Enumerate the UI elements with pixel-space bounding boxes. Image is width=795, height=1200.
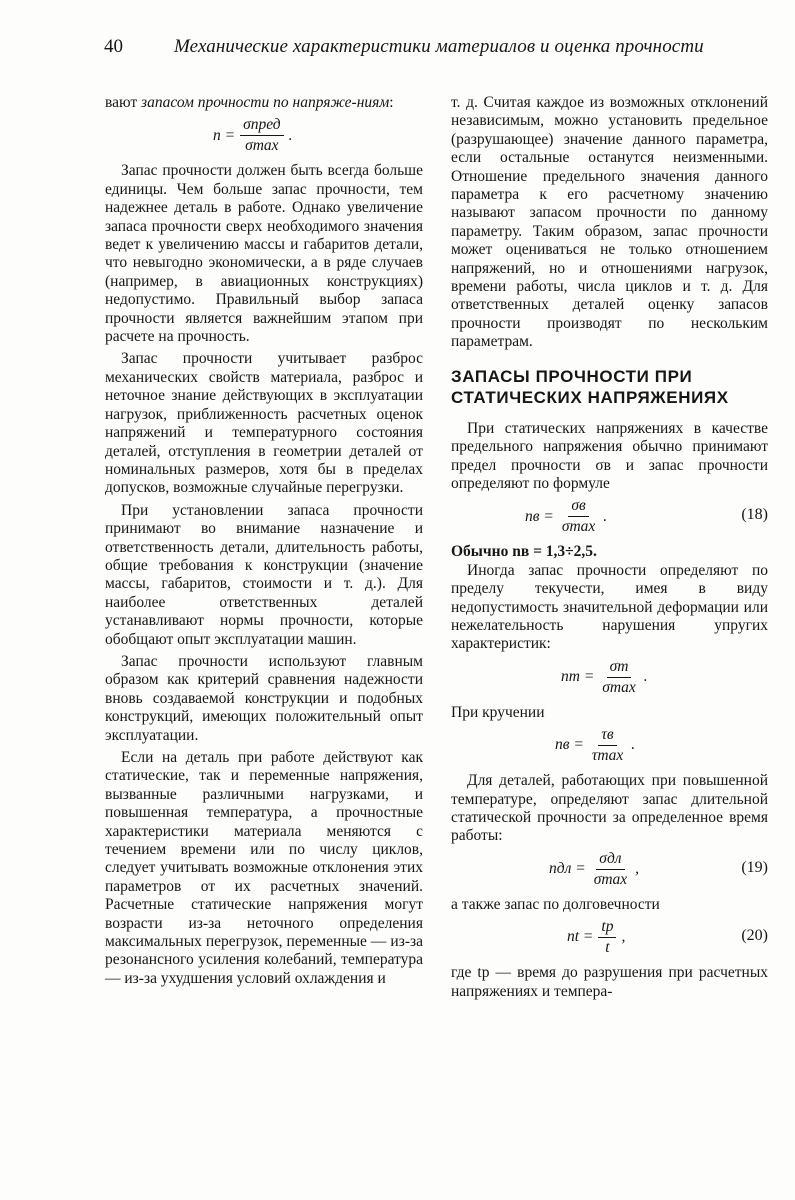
paragraph: Иногда запас прочности определяют по пределу текучести, имея в виду недопустимость значительной деформации или нежелательность нарушения упругих характеристик: <box>451 561 768 653</box>
left-column <box>105 94 423 988</box>
formula-safety-factor: n = $\frac{\text{σпред}}{\sigma\max}$ . <box>213 116 293 155</box>
paragraph: При установлении запаса прочности принимают во внимание назначение и ответственность детали, длительность работы, общие требования к конструкции (значение массы, габаритов, стоимости и т. д.). Для наиболее ответственных деталей устанавливают нормы прочности, которые обобщают опыт эксплуатации машин. <box>105 501 423 648</box>
equation-number: (18) <box>741 506 768 524</box>
page-header <box>104 36 716 66</box>
running-title: Механические характеристики материалов и оценка прочности <box>174 36 704 57</box>
section-heading: ЗАПАСЫ ПРОЧНОСТИ ПРИ СТАТИЧЕСКИХ НАПРЯЖЕНИЯХ <box>451 366 729 407</box>
page-number: 40 <box>104 36 123 57</box>
equation-number: (19) <box>741 858 768 876</box>
formula-yield: nт = $\frac{\sigma т}{\sigma\max}$ . <box>561 657 648 696</box>
paragraph: где tр — время до разрушения при расчетных напряжениях и темпера- <box>451 964 768 1000</box>
paragraph: т. д. Считая каждое из возможных отклонений независимым, можно установить предельное (разрушающее) значение данного параметра, если остальные останутся неизменными. Отношение предельного значения данного параметра к его расчетному значению называют запасом прочности по данному параметру. Таким образом, запас прочности может оцениваться не только отношением напряжений, но и отношениями нагрузок, времени работы, числа циклов и т. д. Для ответственных деталей оценку запасов прочности производят по нескольким параметрам. <box>451 94 768 351</box>
formula-19: nдл = $\frac{\text{σдл}}{\sigma\max}$ , (19) <box>549 849 768 888</box>
formula-20: nt = $\frac{tр}{t}$ , (20) <box>567 918 768 957</box>
paragraph: Для деталей, работающих при повышенной температуре, определяют запас длительной статической прочности за определенное время работы: <box>451 772 768 845</box>
formula-torsion: nв = $\frac{\tau в}{\tau\max}$ . <box>555 726 636 765</box>
equation-number: (20) <box>741 927 768 945</box>
also-line: а также запас по долговечности <box>451 895 660 913</box>
paragraph: Если на деталь при работе действуют как статические, так и переменные напряжения, вызванные различными нагрузками, и повышенная температура, а прочностные характеристики материала меняются с течением времени или по числу циклов, следует учитывать возможные отклонения этих параметров от их расчетных значений. Расчетные статические напряжения могут возрасти из-за неточного определения максимальных перегрузок, переменные — из-за резонансного усиления колебаний, температура — из-за ухудшения условий охлаждения и <box>105 749 423 987</box>
paragraph: Запас прочности учитывает разброс механических свойств материала, разброс и неточное знание действующих в эксплуатации нагрузок, приближенность расчетных оценок напряжений и температурного состояния деталей, отступления в геометрии деталей от номинальных размеров, хотя бы в пределах допусков, возможные случайные перегрузки. <box>105 350 423 497</box>
paragraph: Запас прочности должен быть всегда больше единицы. Чем больше запас прочности, тем надежнее деталь в работе. Однако увеличение запаса прочности сверх необходимого значения ведет к увеличению массы и габаритов детали, что невыгодно экономически, а в ряде случаев (например, в авиационных конструкциях) недопустимо. Правильный выбор запаса прочности является важнейшим этапом при расчете на прочность. <box>105 162 423 346</box>
term-safety-factor: запасом прочности по напряже-ниям <box>141 94 390 111</box>
paragraph: При статических напряжениях в качестве предельного напряжения обычно принимают предел прочности σв и запас прочности определяют по формуле <box>451 419 768 492</box>
torsion-label: При кручении <box>451 703 545 721</box>
right-column <box>451 94 768 1001</box>
usual-range: Обычно nв = 1,3÷2,5. <box>451 543 597 561</box>
paragraph: Запас прочности используют главным образом как критерий сравнения надежности вновь создаваемой конструкции и подобных конструкций, имеющих положительный опыт эксплуатации. <box>105 652 423 744</box>
formula-18: nв = $\frac{\sigma в}{\sigma\max}$ . (18) <box>525 497 768 536</box>
intro-line: вают запасом прочности по напряже-ниям: <box>105 94 394 111</box>
